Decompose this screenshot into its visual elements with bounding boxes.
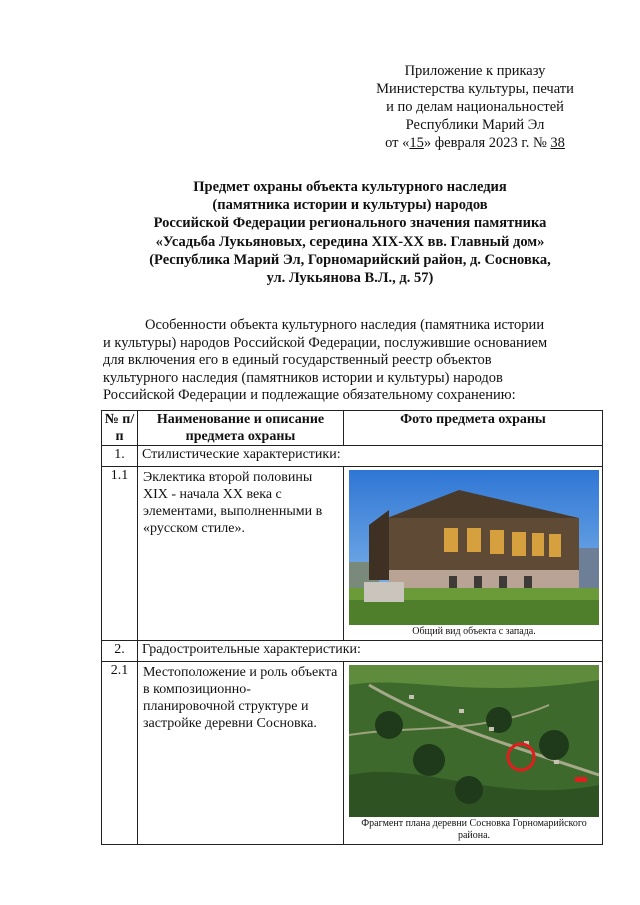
item-number: 2.1 xyxy=(102,662,138,845)
appendix-header xyxy=(360,62,590,152)
order-date-line xyxy=(360,134,590,152)
appendix-line-4: Республики Марий Эл xyxy=(405,117,545,133)
section-title: Стилистические характеристики: xyxy=(138,446,603,467)
house-west-photo xyxy=(349,470,599,625)
title-line: «Усадьба Лукьяновых, середина XIX-XX вв. Главный дом» xyxy=(155,233,545,250)
table-row xyxy=(102,662,603,845)
date-prefix: от « xyxy=(385,135,410,151)
intro-line: Особенности объекта культурного наследия (памятника истории xyxy=(145,317,545,333)
photo-caption: Общий вид объекта с запада. xyxy=(412,626,536,637)
title-line: (Республика Марий Эл, Горномарийский район, д. Сосновка, xyxy=(149,251,551,268)
photo-cell xyxy=(344,662,603,845)
header-name: Наименование и описание предмета охраны xyxy=(138,411,344,446)
item-description: Местоположение и роль объекта в композиционно-планировочной структуре и застройке деревни Сосновка. xyxy=(138,662,344,845)
section-number: 2. xyxy=(102,641,138,662)
appendix-line-3: и по делам национальностей xyxy=(386,99,564,115)
protection-table xyxy=(101,410,603,845)
section-number: 1. xyxy=(102,446,138,467)
intro-line: для включения его в единый государственный реестр объектов xyxy=(103,352,492,368)
date-mid: » февраля 2023 г. № xyxy=(423,135,551,151)
intro-line: культурного наследия (памятников истории и культуры) народов xyxy=(103,369,503,386)
item-description: Эклектика второй половины XIX - начала XX века с элементами, выполненными в «русском стиле». xyxy=(138,467,344,641)
title-line: ул. Лукьянова В.Л., д. 57) xyxy=(266,270,434,287)
village-aerial-map xyxy=(349,665,599,817)
order-number: 38 xyxy=(550,135,565,151)
map-caption: Фрагмент плана деревни Сосновка Горномарийского района. xyxy=(361,818,587,841)
appendix-line-2: Министерства культуры, печати xyxy=(376,81,574,97)
title-line: (памятника истории и культуры) народов xyxy=(212,197,488,214)
section-row xyxy=(102,446,603,467)
section-row xyxy=(102,641,603,662)
intro-line: и культуры) народов Российской Федерации, послужившие основанием xyxy=(103,334,548,351)
section-title: Градостроительные характеристики: xyxy=(138,641,603,662)
table-row xyxy=(102,467,603,641)
title-line: Предмет охраны объекта культурного наследия xyxy=(193,179,507,195)
intro-paragraph xyxy=(103,317,599,405)
item-number: 1.1 xyxy=(102,467,138,641)
intro-line: Российской Федерации и подлежащие обязательному сохранению: xyxy=(103,387,516,403)
table-header-row xyxy=(102,411,603,446)
title-line: Российской Федерации регионального значения памятника xyxy=(153,215,547,232)
appendix-line-1: Приложение к приказу xyxy=(404,63,546,79)
header-photo: Фото предмета охраны xyxy=(344,411,603,446)
header-number: № п/п xyxy=(102,411,138,446)
photo-cell xyxy=(344,467,603,641)
date-day: 15 xyxy=(409,135,424,151)
document-title xyxy=(100,178,600,287)
